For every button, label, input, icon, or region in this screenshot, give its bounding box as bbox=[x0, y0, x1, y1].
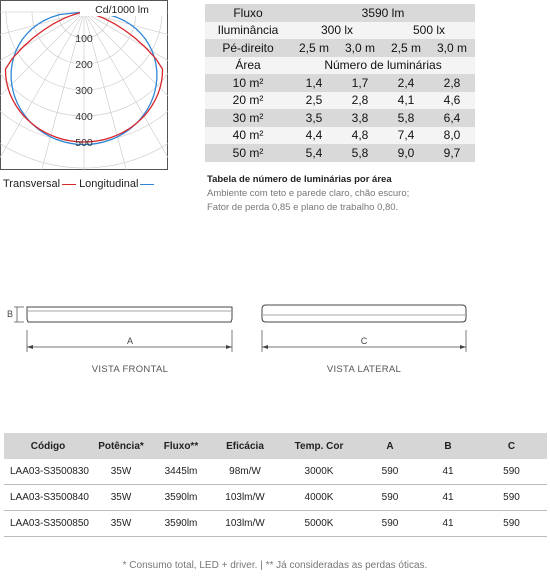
table-caption-line: Fator de perda 0,85 e plano de trabalho 0,80. bbox=[207, 202, 399, 213]
illuminance-label: Iluminância bbox=[205, 22, 291, 40]
side-view-outline bbox=[262, 305, 466, 322]
table-caption-title: Tabela de número de luminárias por área bbox=[207, 174, 392, 185]
dimension-a-label: A bbox=[126, 336, 134, 346]
illuminance-row bbox=[205, 22, 475, 40]
color-temp-cell: 3000K bbox=[278, 459, 360, 485]
efficacy-cell: 103lm/W bbox=[212, 511, 278, 537]
polar-ring-label: 300 bbox=[75, 85, 93, 97]
table-row bbox=[4, 459, 547, 485]
column-header-a: A bbox=[360, 433, 420, 459]
count-cell: 7,4 bbox=[383, 127, 429, 145]
code-cell: LAA03-S3500830 bbox=[4, 459, 92, 485]
table-caption-line: Ambiente com teto e parede claro, chão escuro; bbox=[207, 188, 410, 199]
count-cell: 8,0 bbox=[429, 127, 475, 145]
column-header-color-temp: Temp. Cor bbox=[278, 433, 360, 459]
flux-label: Fluxo bbox=[205, 4, 291, 22]
area-header-row bbox=[205, 57, 475, 75]
flux-cell: 3590lm bbox=[150, 511, 212, 537]
legend-transversal-label: Transversal bbox=[3, 178, 61, 190]
power-cell: 35W bbox=[92, 459, 150, 485]
footnote: * Consumo total, LED + driver. | ** Já consideradas as perdas óticas. bbox=[122, 560, 428, 571]
efficacy-cell: 98m/W bbox=[212, 459, 278, 485]
count-cell: 1,7 bbox=[337, 74, 383, 92]
dim-b-cell: 41 bbox=[420, 511, 476, 537]
table-row bbox=[205, 74, 475, 92]
polar-legend bbox=[3, 178, 157, 190]
count-cell: 2,8 bbox=[337, 92, 383, 110]
table-row bbox=[4, 485, 547, 511]
count-cell: 6,4 bbox=[429, 109, 475, 127]
count-cell: 2,4 bbox=[383, 74, 429, 92]
ceiling-height-row bbox=[205, 39, 475, 57]
illuminance-300: 300 lx bbox=[291, 22, 383, 40]
legend-longitudinal-label: Longitudinal bbox=[79, 178, 139, 190]
table-row bbox=[205, 92, 475, 110]
dimension-drawings bbox=[0, 290, 550, 380]
product-spec-table bbox=[4, 433, 547, 537]
dim-b-cell: 41 bbox=[420, 485, 476, 511]
area-cell: 40 m² bbox=[205, 127, 291, 145]
flux-cell: 3590lm bbox=[150, 485, 212, 511]
flux-cell: 3445lm bbox=[150, 459, 212, 485]
area-cell: 20 m² bbox=[205, 92, 291, 110]
column-header-flux: Fluxo** bbox=[150, 433, 212, 459]
count-cell: 9,0 bbox=[383, 144, 429, 162]
count-cell: 4,4 bbox=[291, 127, 337, 145]
column-header-power: Potência* bbox=[92, 433, 150, 459]
luminaire-count-table bbox=[205, 4, 475, 162]
ceiling-height-label: Pé-direito bbox=[205, 39, 291, 57]
ceiling-height-cell: 3,0 m bbox=[429, 39, 475, 57]
dim-a-cell: 590 bbox=[360, 485, 420, 511]
table-row bbox=[205, 144, 475, 162]
count-cell: 3,5 bbox=[291, 109, 337, 127]
dim-a-cell: 590 bbox=[360, 511, 420, 537]
count-cell: 5,4 bbox=[291, 144, 337, 162]
column-header-c: C bbox=[476, 433, 547, 459]
count-cell: 3,8 bbox=[337, 109, 383, 127]
dim-c-cell: 590 bbox=[476, 459, 547, 485]
flux-row bbox=[205, 4, 475, 22]
count-cell: 2,5 bbox=[291, 92, 337, 110]
count-cell: 9,7 bbox=[429, 144, 475, 162]
area-cell: 10 m² bbox=[205, 74, 291, 92]
efficacy-cell: 103lm/W bbox=[212, 485, 278, 511]
polar-unit-label: Cd/1000 lm bbox=[95, 4, 149, 16]
illuminance-500: 500 lx bbox=[383, 22, 475, 40]
column-header-efficacy: Eficácia bbox=[212, 433, 278, 459]
power-cell: 35W bbox=[92, 511, 150, 537]
polar-ring-label: 100 bbox=[75, 33, 93, 45]
side-view-label: VISTA LATERAL bbox=[326, 364, 402, 375]
dim-a-cell: 590 bbox=[360, 459, 420, 485]
ceiling-height-cell: 2,5 m bbox=[383, 39, 429, 57]
count-cell: 4,6 bbox=[429, 92, 475, 110]
count-cell: 4,8 bbox=[337, 127, 383, 145]
ceiling-height-cell: 3,0 m bbox=[337, 39, 383, 57]
count-cell: 4,1 bbox=[383, 92, 429, 110]
table-row bbox=[4, 511, 547, 537]
table-row bbox=[205, 109, 475, 127]
polar-distribution-chart bbox=[0, 0, 168, 170]
flux-value: 3590 lm bbox=[291, 4, 475, 22]
count-cell: 5,8 bbox=[337, 144, 383, 162]
power-cell: 35W bbox=[92, 485, 150, 511]
luminaire-count-label: Número de luminárias bbox=[291, 57, 475, 75]
color-temp-cell: 4000K bbox=[278, 485, 360, 511]
color-temp-cell: 5000K bbox=[278, 511, 360, 537]
front-view-label: VISTA FRONTAL bbox=[91, 364, 169, 375]
column-header-b: B bbox=[420, 433, 476, 459]
code-cell: LAA03-S3500850 bbox=[4, 511, 92, 537]
polar-ring-label: 200 bbox=[75, 59, 93, 71]
count-cell: 2,8 bbox=[429, 74, 475, 92]
legend-transversal-swatch bbox=[62, 184, 76, 185]
column-header-code: Código bbox=[4, 433, 92, 459]
table-header-row bbox=[4, 433, 547, 459]
dimension-b-label: B bbox=[6, 309, 14, 319]
area-cell: 30 m² bbox=[205, 109, 291, 127]
dimension-c-label: C bbox=[360, 336, 368, 346]
dim-b-cell: 41 bbox=[420, 459, 476, 485]
front-view-outline bbox=[27, 307, 232, 322]
dim-c-cell: 590 bbox=[476, 511, 547, 537]
dim-c-cell: 590 bbox=[476, 485, 547, 511]
code-cell: LAA03-S3500840 bbox=[4, 485, 92, 511]
legend-longitudinal-swatch bbox=[140, 184, 154, 185]
table-row bbox=[205, 127, 475, 145]
polar-ring-label: 500 bbox=[75, 137, 93, 149]
ceiling-height-cell: 2,5 m bbox=[291, 39, 337, 57]
count-cell: 1,4 bbox=[291, 74, 337, 92]
area-cell: 50 m² bbox=[205, 144, 291, 162]
area-label: Área bbox=[205, 57, 291, 75]
count-cell: 5,8 bbox=[383, 109, 429, 127]
polar-ring-label: 400 bbox=[75, 111, 93, 123]
